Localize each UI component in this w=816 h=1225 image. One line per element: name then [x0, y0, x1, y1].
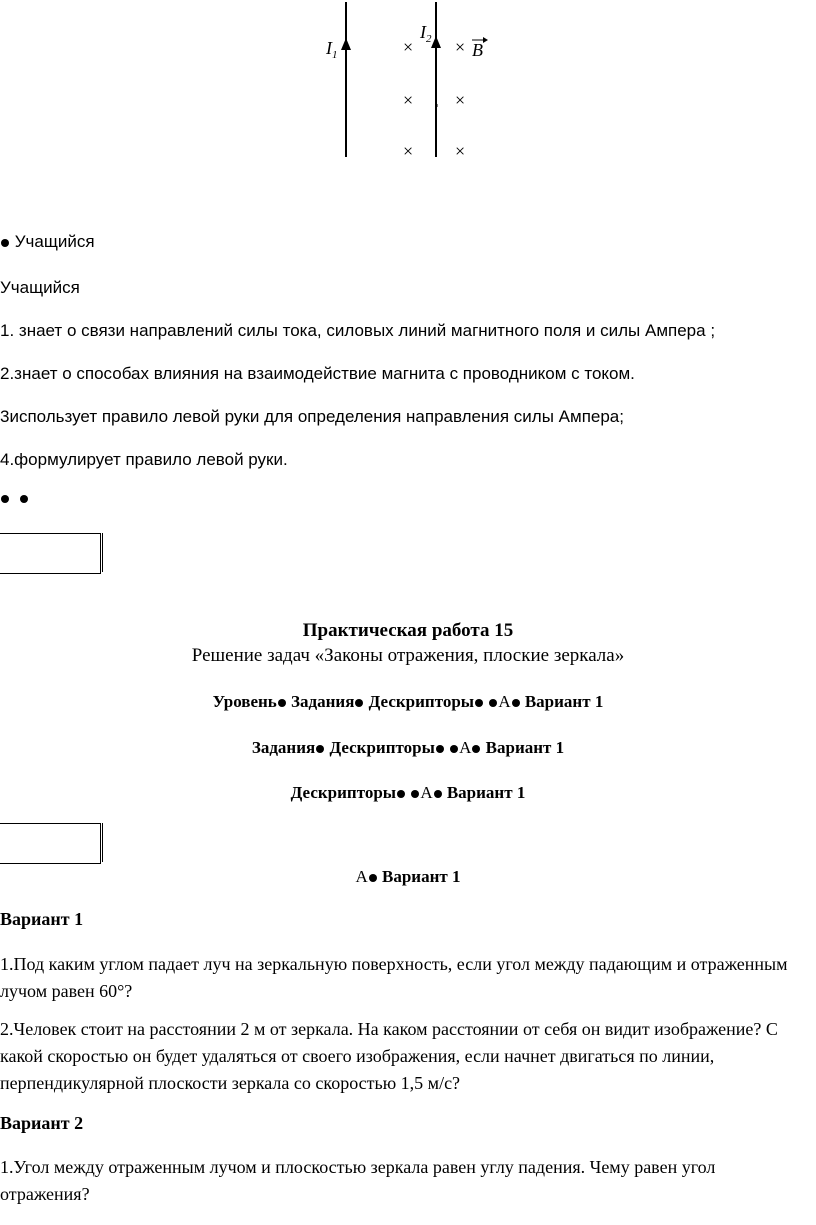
field-cross: × [455, 37, 466, 57]
student-item-4: 4.формулирует правило левой руки. [0, 450, 288, 469]
variant-1-title: Вариант 1 [0, 909, 84, 929]
conductor-1-arrow [341, 38, 351, 50]
header-row-3: Дескрипторы А Вариант 1 [290, 783, 526, 802]
conductor-2-arrow [431, 36, 441, 48]
label-i2: $I_2$ [420, 22, 432, 45]
student-item-1: 1. знает о связи направлений силы тока, силовых линий магнитного поля и силы Ампера ; [0, 321, 716, 340]
header-row-4: А Вариант 1 [355, 867, 461, 886]
student-bullet-heading-text: Учащийся [14, 232, 95, 251]
practical-title: Практическая работа 15 [302, 620, 514, 641]
header-row-1: Уровень Задания Дескрипторы А Вариант 1 [212, 692, 604, 711]
field-cross: × [403, 141, 414, 161]
magnetic-field-diagram [300, 0, 500, 165]
header-row-2: Задания Дескрипторы А Вариант 1 [251, 738, 565, 757]
field-cross: × [455, 141, 466, 161]
variant-1-question-2: 2.Человек стоит на расстоянии 2 м от зеркала. На каком расстоянии от себя он видит изображение? С какой скоростью он будет удаляться от своего изображения, если начнет двигаться по линии, перпендикулярной плоскости зеркала со скоростью 1,5 м/с? [0, 1019, 778, 1093]
field-cross: × [403, 37, 414, 57]
variant-2-question-1: 1.Угол между отраженным лучом и плоскостью зеркала равен углу падения. Чему равен угол отражения? [0, 1157, 716, 1204]
bullet-icon [20, 495, 28, 503]
field-cross: × [403, 90, 414, 110]
field-cross: × [455, 90, 466, 110]
bullet-pair [0, 490, 29, 508]
variant-1-question-1: 1.Под каким углом падает луч на зеркальную поверхность, если угол между падающим и отраженным лучом равен 60°? [0, 954, 788, 1001]
practical-subtitle: Решение задач «Законы отражения, плоские зеркала» [191, 645, 625, 666]
table-fragment-1-rule [102, 533, 103, 572]
table-fragment-2-rule [102, 823, 103, 862]
student-item-3: 3использует правило левой руки для определения направления силы Ампера; [0, 407, 624, 426]
bullet-icon [1, 495, 9, 503]
vector-arrow-head [483, 37, 488, 43]
student-heading: Учащийся [0, 278, 80, 297]
student-bullet-heading [0, 232, 95, 252]
label-b: B [472, 40, 483, 60]
label-i1: $I_1$ [326, 38, 338, 61]
bullet-icon [1, 239, 9, 247]
table-fragment-2 [0, 823, 101, 864]
table-fragment-1 [0, 533, 101, 574]
variant-2-title: Вариант 2 [0, 1113, 84, 1133]
student-item-2: 2.знает о способах влияния на взаимодействие магнита с проводником с током. [0, 364, 635, 383]
